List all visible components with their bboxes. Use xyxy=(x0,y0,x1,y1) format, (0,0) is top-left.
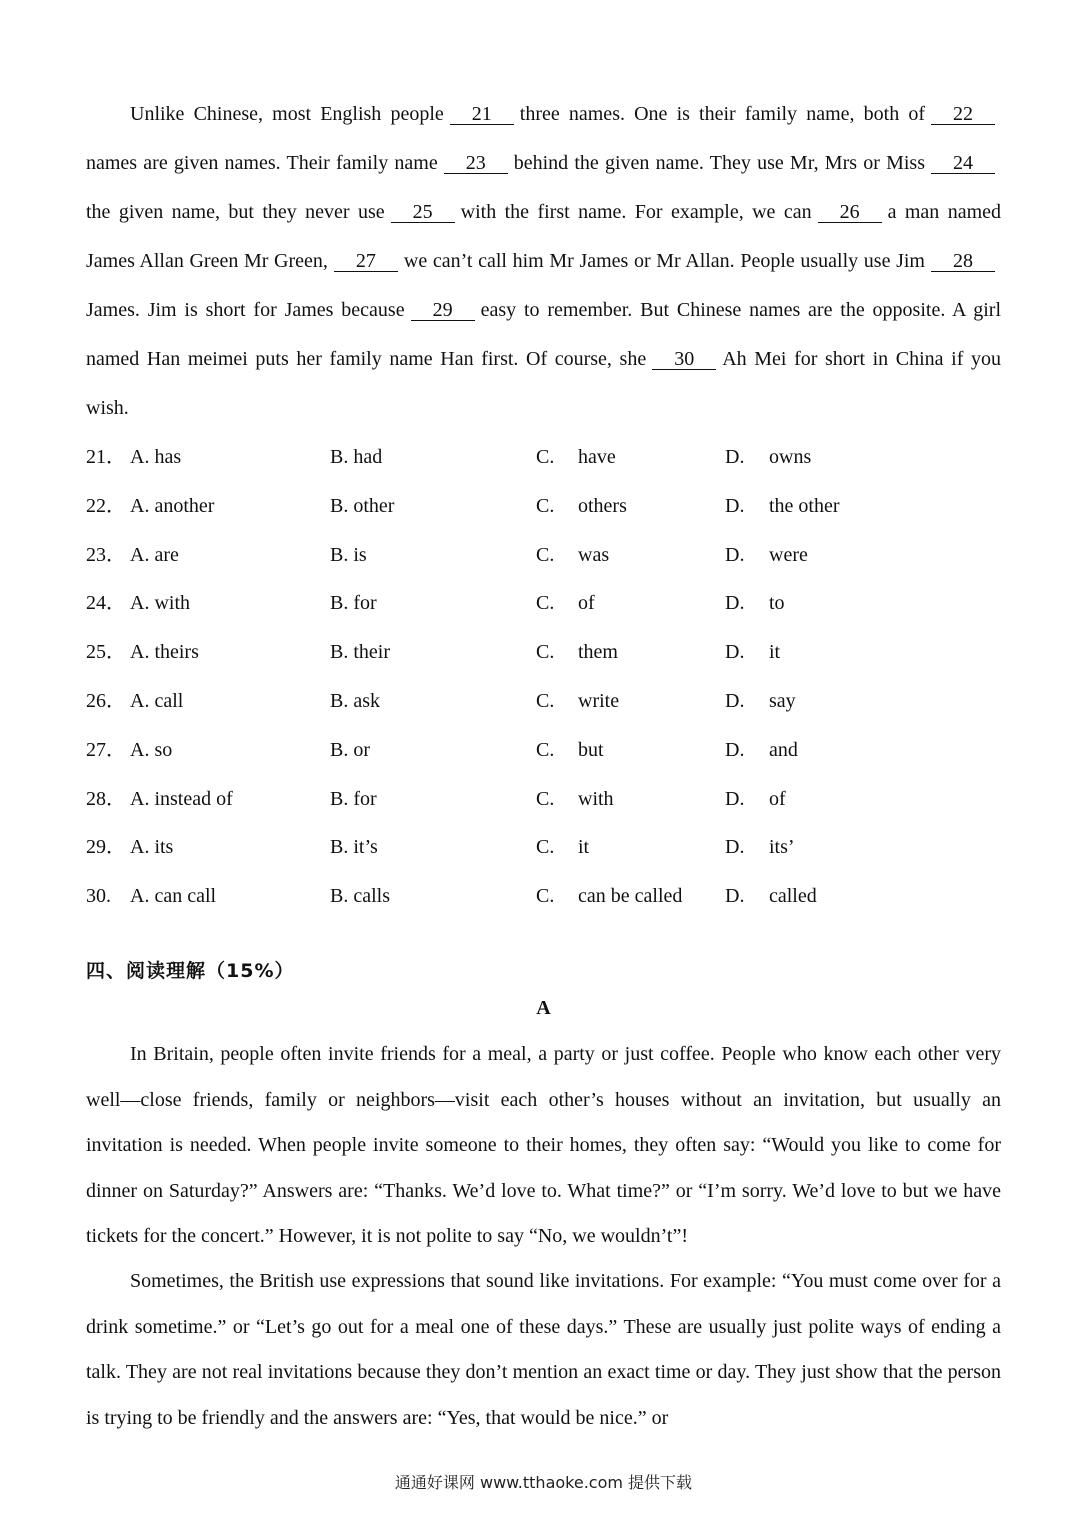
option-c-label: C. xyxy=(536,836,555,858)
option-d-label: D. xyxy=(725,544,745,566)
question-row xyxy=(86,445,986,494)
option-d-label: D. xyxy=(725,836,745,858)
option-a: A. with xyxy=(130,592,190,614)
option-d-label: D. xyxy=(725,495,745,517)
option-c: can be called xyxy=(578,885,683,907)
cloze-text: easy to remember. But Chinese names are the opposite. A girl named Han meimei puts her family name Han first. Of course, she xyxy=(86,299,1002,370)
passage-label: A xyxy=(536,997,551,1019)
option-a: A. another xyxy=(130,495,215,517)
question-row xyxy=(86,591,986,640)
option-c-label: C. xyxy=(536,788,555,810)
blank-22: 22 xyxy=(931,104,995,125)
option-d: it xyxy=(769,641,781,663)
question-row xyxy=(86,835,986,884)
option-d-label: D. xyxy=(725,446,745,468)
question-number: 22． xyxy=(86,495,126,517)
question-row xyxy=(86,640,986,689)
option-c: have xyxy=(578,446,616,468)
blank-21: 21 xyxy=(450,104,514,125)
option-d: to xyxy=(769,592,785,614)
cloze-text: we can’t call him Mr James or Mr Allan. People usually use Jim xyxy=(403,250,925,272)
option-d: its’ xyxy=(769,836,795,858)
question-number: 29． xyxy=(86,836,126,858)
option-b: B. for xyxy=(330,592,377,614)
cloze-text: Ah Mei for short in China if you wish. xyxy=(86,348,1001,419)
blank-28: 28 xyxy=(931,251,995,272)
option-b: B. it’s xyxy=(330,836,378,858)
option-a: A. call xyxy=(130,690,184,712)
cloze-text: Unlike Chinese, most English people xyxy=(130,103,444,125)
blank-24: 24 xyxy=(931,153,995,174)
option-b: B. or xyxy=(330,739,370,761)
option-b: B. ask xyxy=(330,690,380,712)
cloze-text: James. Jim is short for James because xyxy=(86,299,405,321)
question-row xyxy=(86,494,986,543)
question-number: 24． xyxy=(86,592,126,614)
option-d: owns xyxy=(769,446,812,468)
option-b: B. other xyxy=(330,495,395,517)
question-number: 25． xyxy=(86,641,126,663)
blank-26: 26 xyxy=(818,202,882,223)
cloze-text: a man named James Allan Green Mr Green, xyxy=(86,201,1001,272)
option-d: were xyxy=(769,544,808,566)
option-d: the other xyxy=(769,495,840,517)
option-a: A. can call xyxy=(130,885,217,907)
option-c-label: C. xyxy=(536,885,555,907)
option-d-label: D. xyxy=(725,739,745,761)
option-b: B. had xyxy=(330,446,383,468)
option-a: A. theirs xyxy=(130,641,199,663)
option-c: them xyxy=(578,641,618,663)
blank-29: 29 xyxy=(411,300,475,321)
question-number: 28． xyxy=(86,788,126,810)
option-a: A. has xyxy=(130,446,182,468)
cloze-passage xyxy=(86,90,1001,433)
question-number: 23． xyxy=(86,544,126,566)
option-b: B. their xyxy=(330,641,390,663)
option-c: of xyxy=(578,592,595,614)
question-row xyxy=(86,884,986,933)
option-d-label: D. xyxy=(725,788,745,810)
option-d: say xyxy=(769,690,796,712)
option-d-label: D. xyxy=(725,690,745,712)
section-title: 四、阅读理解（15%） xyxy=(86,960,295,982)
option-a: A. are xyxy=(130,544,179,566)
option-b: B. calls xyxy=(330,885,390,907)
option-c: others xyxy=(578,495,627,517)
question-row xyxy=(86,543,986,592)
cloze-text: the given name, but they never use xyxy=(86,201,385,223)
reading-paragraph-2: Sometimes, the British use expressions that sound like invitations. For example: “You must come over for a drink sometime.” or “Let’s go out for a meal one of these days.” These are usually just polite ways of ending a talk. They are not real invitations because they don’t mention an exact time or day. They just show that the person is trying to be friendly and the answers are: “Yes, that would be nice.” or xyxy=(86,1270,1001,1429)
cloze-text: names are given names. Their family name xyxy=(86,152,438,174)
option-c: but xyxy=(578,739,604,761)
option-d-label: D. xyxy=(725,885,745,907)
option-d: of xyxy=(769,788,786,810)
option-c-label: C. xyxy=(536,592,555,614)
option-d: and xyxy=(769,739,798,761)
cloze-text: three names. One is their family name, both of xyxy=(519,103,926,125)
blank-30: 30 xyxy=(652,349,716,370)
option-c-label: C. xyxy=(536,544,555,566)
option-c-label: C. xyxy=(536,641,555,663)
option-c: it xyxy=(578,836,590,858)
reading-paragraph-1: In Britain, people often invite friends for a meal, a party or just coffee. People who know each other very well—close friends, family or neighbors—visit each other’s houses without an invitation, but usually an invitation is needed. When people invite someone to their homes, they often say: “Would you like to come for dinner on Saturday?” Answers are: “Thanks. We’d love to. What time?” or “I’m sorry. We’d love to but we have tickets for the concert.” However, it is not polite to say “No, we wouldn’t”! xyxy=(86,1043,1001,1247)
option-d-label: D. xyxy=(725,641,745,663)
option-c: with xyxy=(578,788,614,810)
question-row xyxy=(86,738,986,787)
question-number: 26． xyxy=(86,690,126,712)
option-b: B. is xyxy=(330,544,367,566)
option-c-label: C. xyxy=(536,495,555,517)
question-row xyxy=(86,689,986,738)
option-d: called xyxy=(769,885,817,907)
option-a: A. so xyxy=(130,739,173,761)
option-c-label: C. xyxy=(536,690,555,712)
option-c: write xyxy=(578,690,620,712)
question-number: 30. xyxy=(86,885,111,907)
option-a: A. its xyxy=(130,836,174,858)
option-d-label: D. xyxy=(725,592,745,614)
blank-25: 25 xyxy=(391,202,455,223)
option-a: A. instead of xyxy=(130,788,233,810)
blank-27: 27 xyxy=(334,251,398,272)
question-row xyxy=(86,787,986,836)
option-b: B. for xyxy=(330,788,377,810)
question-number: 21． xyxy=(86,446,126,468)
question-number: 27． xyxy=(86,739,126,761)
option-c-label: C. xyxy=(536,739,555,761)
blank-23: 23 xyxy=(444,153,508,174)
option-c-label: C. xyxy=(536,446,555,468)
option-c: was xyxy=(578,544,610,566)
cloze-text: with the first name. For example, we can xyxy=(460,201,812,223)
page-footer: 通通好课网 www.tthaoke.com 提供下载 xyxy=(394,1473,693,1492)
cloze-text: behind the given name. They use Mr, Mrs or Miss xyxy=(513,152,925,174)
